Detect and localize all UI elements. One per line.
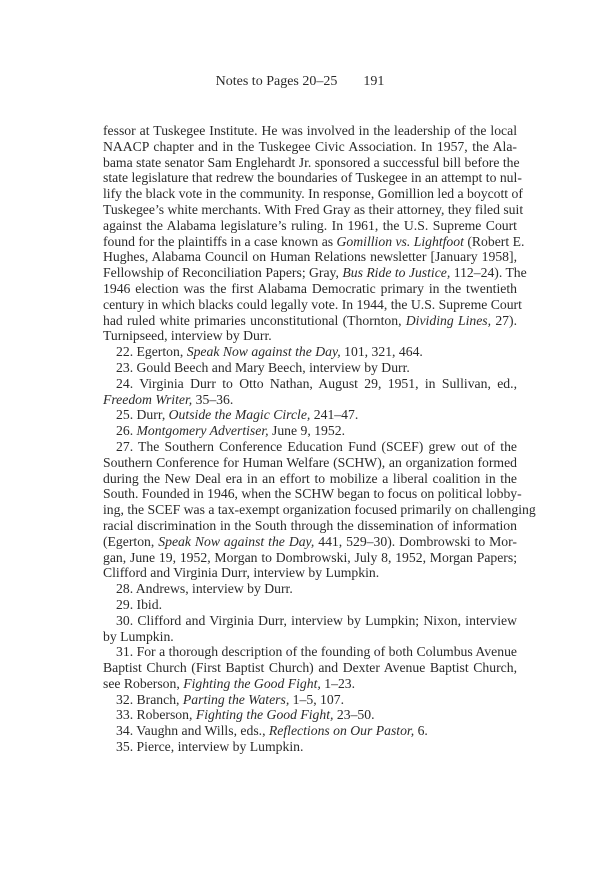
text-run: 26.	[116, 423, 137, 439]
text-run: 35. Pierce, interview by Lumpkin.	[116, 739, 304, 755]
text-run: found for the plaintiffs in a case known as	[103, 233, 337, 249]
italic-title: Speak Now against the Day,	[186, 344, 341, 360]
text-run: state legislature that redrew the boundaries of Tuskegee in an attempt to nul-	[103, 170, 522, 186]
text-line	[103, 123, 517, 139]
text-run: during the New Deal era in an effort to mobilize a liberal coalition in the	[103, 470, 517, 486]
text-run: 6.	[414, 723, 428, 739]
italic-title: Reflections on Our Pastor,	[268, 723, 415, 739]
text-run: century in which blacks could legally vote. In 1944, the U.S. Supreme Court	[103, 296, 522, 312]
text-run: 1946 election was the first Alabama Democratic primary in the twentieth	[103, 280, 517, 296]
text-line	[103, 423, 517, 439]
text-line	[103, 692, 517, 708]
text-line	[103, 455, 517, 471]
text-line	[103, 739, 517, 755]
text-run: Turnipseed, interview by Durr.	[103, 328, 272, 344]
text-run: 25. Durr,	[116, 407, 169, 423]
text-run: 27. The Southern Conference Education Fund (SCEF) grew out of the	[116, 438, 517, 454]
text-run: by Lumpkin.	[103, 628, 174, 644]
text-run: 23. Gould Beech and Mary Beech, interview by Durr.	[116, 359, 410, 375]
text-run: lify the black vote in the community. In response, Gomillion led a boycott of	[103, 186, 523, 202]
text-run: 441, 529–30). Dombrowski to Mor-	[314, 533, 517, 549]
text-run: NAACP chapter and in the Tuskegee Civic Association. In 1957, the Ala-	[103, 138, 517, 154]
text-line	[103, 534, 517, 550]
text-run: 22. Egerton,	[116, 344, 187, 360]
text-line	[103, 723, 517, 739]
text-run: had ruled white primaries unconstitutional (Thornton,	[103, 312, 406, 328]
text-run: (Robert E.	[463, 233, 525, 249]
italic-title: Parting the Waters,	[182, 691, 290, 707]
text-line	[103, 139, 517, 155]
text-line	[103, 218, 517, 234]
text-run: 34. Vaughn and Wills, eds.,	[116, 723, 269, 739]
text-line	[103, 707, 517, 723]
italic-title: Speak Now against the Day,	[158, 533, 315, 549]
text-line	[103, 644, 517, 660]
text-run: 30. Clifford and Virginia Durr, interview by Lumpkin; Nixon, interview	[116, 612, 517, 628]
text-line	[103, 486, 522, 502]
text-line	[103, 581, 517, 597]
italic-title: Gomillion vs. Lightfoot	[336, 233, 464, 249]
text-run: June 9, 1952.	[268, 423, 345, 439]
italic-title: Freedom Writer,	[103, 391, 193, 407]
text-run: 35–36.	[192, 391, 234, 407]
text-line	[103, 296, 522, 313]
text-line	[103, 660, 517, 676]
text-line	[103, 392, 517, 408]
text-run: 27).	[491, 312, 517, 328]
text-run: 31. For a thorough description of the founding of both Columbus Avenue	[116, 644, 517, 660]
text-run: (Egerton,	[103, 533, 159, 549]
italic-title: Outside the Magic Circle,	[168, 407, 311, 423]
text-line	[103, 613, 517, 629]
page-number: 191	[363, 74, 385, 89]
text-line	[103, 154, 520, 171]
text-line	[103, 233, 525, 250]
text-run: 1–23.	[320, 675, 356, 691]
text-line	[103, 471, 517, 487]
text-run: Tuskegee’s white merchants. With Fred Gray as their attorney, they filed suit	[103, 201, 524, 217]
text-run: 23–50.	[333, 707, 375, 723]
text-run: fessor at Tuskegee Institute. He was involved in the leadership of the local	[103, 123, 517, 138]
text-run: Clifford and Virginia Durr, interview by Lumpkin.	[103, 565, 380, 581]
text-run: South. Founded in 1946, when the SCHW began to focus on political lobby-	[103, 486, 522, 502]
text-line	[103, 170, 522, 186]
text-run: Southern Conference for Human Welfare (SCHW), an organization formed	[103, 454, 517, 470]
text-run: against the Alabama legislature’s ruling. In 1961, the U.S. Supreme Court	[103, 217, 517, 233]
text-run: 241–47.	[310, 407, 359, 423]
text-run: 29. Ibid.	[116, 596, 163, 612]
italic-title: Bus Ride to Justice,	[342, 265, 451, 281]
italic-title: Montgomery Advertiser,	[136, 423, 269, 439]
text-line	[103, 249, 517, 265]
text-run: 28. Andrews, interview by Durr.	[116, 581, 293, 597]
text-run: racial discrimination in the South through the dissemination of information	[103, 517, 517, 533]
text-line	[103, 407, 517, 423]
text-run: 1–5, 107.	[289, 691, 344, 707]
text-run: ing, the SCEF was a tax-exempt organization focused primarily on challenging	[103, 502, 536, 518]
text-line	[103, 281, 517, 297]
text-run: see Roberson,	[103, 675, 184, 691]
text-line	[103, 629, 517, 645]
text-run: Fellowship of Reconciliation Papers; Gray,	[103, 265, 343, 281]
text-run: 24. Virginia Durr to Otto Nathan, August 29, 1951, in Sullivan, ed.,	[116, 375, 517, 391]
italic-title: Fighting the Good Fight,	[195, 707, 334, 723]
text-line	[103, 502, 536, 518]
text-line	[103, 328, 517, 344]
text-line	[103, 376, 517, 392]
text-line	[103, 201, 524, 218]
italic-title: Fighting the Good Fight,	[183, 675, 321, 691]
text-line	[103, 360, 517, 376]
text-run: 33. Roberson,	[116, 707, 196, 723]
text-line	[103, 565, 517, 581]
text-run: bama state senator Sam Englehardt Jr. sponsored a successful bill before the	[103, 154, 520, 170]
text-line	[103, 676, 517, 692]
text-run: Hughes, Alabama Council on Human Relations newsletter [January 1958],	[103, 249, 517, 265]
text-run: 32. Branch,	[116, 691, 183, 707]
running-title: Notes to Pages 20–25	[215, 74, 338, 89]
text-run: gan, June 19, 1952, Morgan to Dombrowski, July 8, 1952, Morgan Papers;	[103, 549, 517, 565]
text-run: Baptist Church (First Baptist Church) and Dexter Avenue Baptist Church,	[103, 660, 517, 676]
text-line	[103, 313, 517, 329]
text-run: 112–24). The	[450, 265, 527, 281]
notes-body	[103, 123, 536, 755]
text-line	[103, 439, 517, 455]
text-line	[103, 550, 517, 566]
text-run: 101, 321, 464.	[340, 344, 423, 360]
text-line	[103, 518, 517, 534]
running-header	[0, 74, 600, 90]
text-line	[103, 597, 517, 613]
text-line	[103, 186, 523, 202]
text-line	[103, 265, 527, 281]
text-line	[103, 344, 517, 360]
italic-title: Dividing Lines,	[405, 312, 492, 328]
